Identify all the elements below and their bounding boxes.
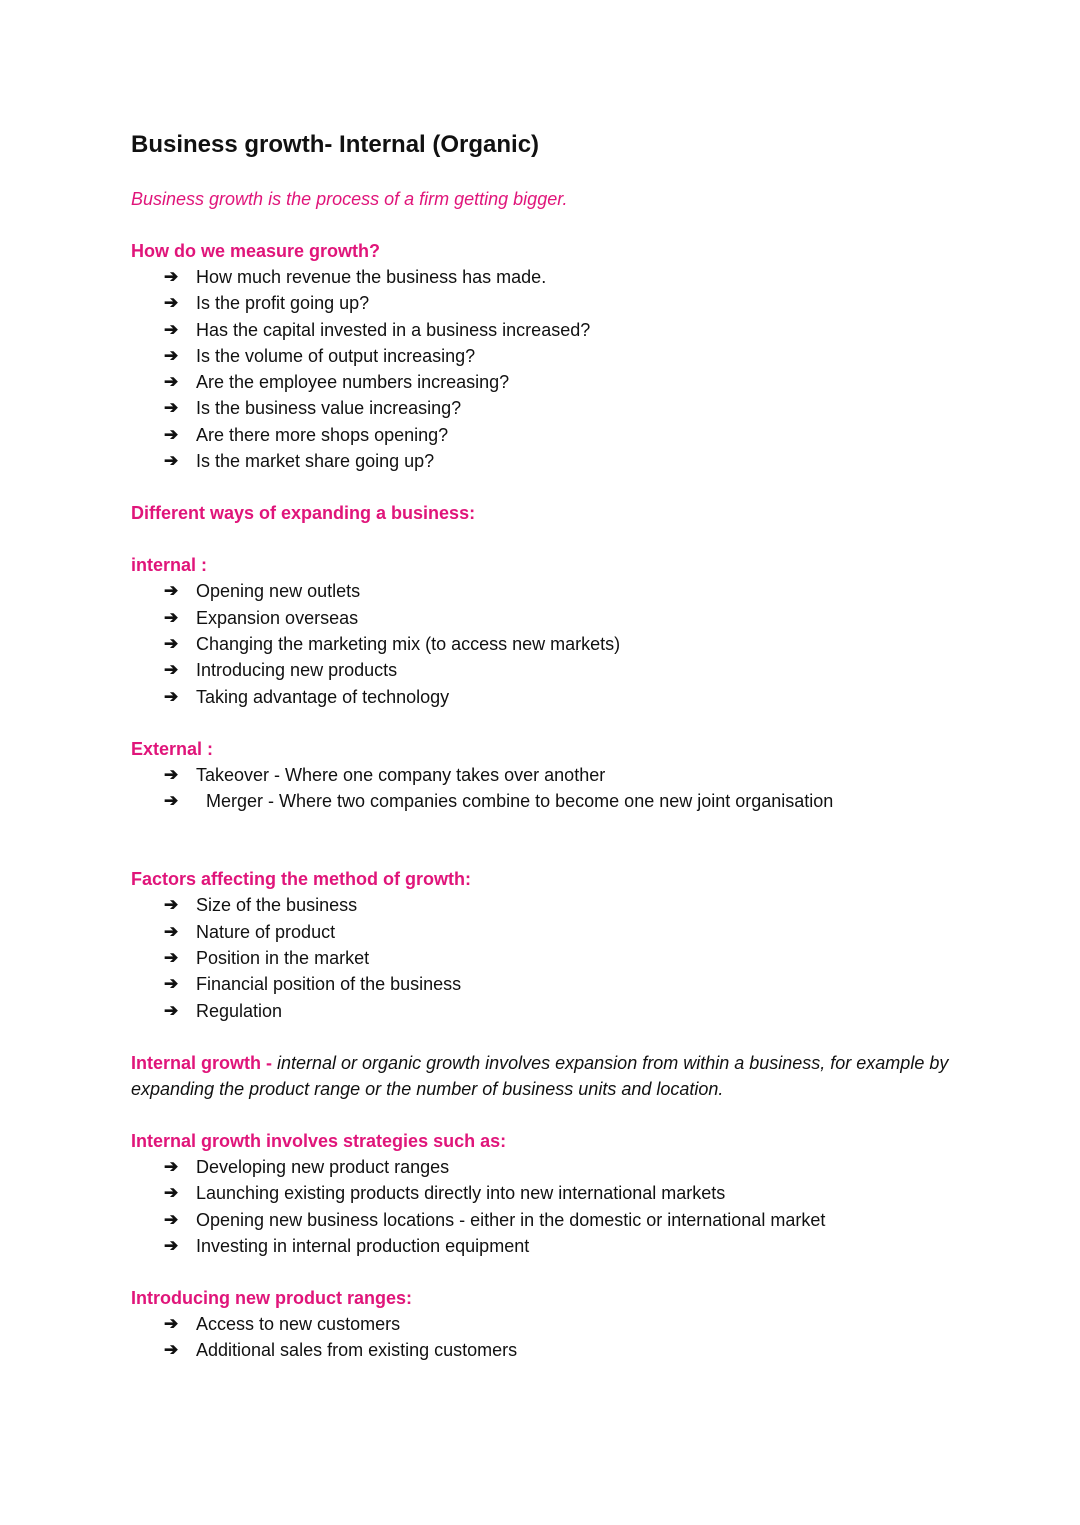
list-item-text: Investing in internal production equipment [196,1235,530,1256]
arrow-bullet-icon: ➔ [164,1183,179,1203]
list-item [131,290,951,316]
list-item-text: Changing the marketing mix (to access new markets) [196,633,621,654]
strategies-section [131,1128,951,1259]
list-item [131,422,951,448]
arrow-bullet-icon: ➔ [164,398,179,418]
list-item [131,945,951,971]
list-item [131,1180,951,1206]
list-item-text: Merger - Where two companies combine to become one new joint organisation [196,791,834,812]
arrow-bullet-icon: ➔ [164,1340,179,1360]
list-item [131,448,951,474]
list-item-text: Additional sales from existing customers [196,1340,518,1361]
internal-section [131,552,951,709]
external-heading: External : [131,738,214,759]
ways-heading: Different ways of expanding a business: [131,503,476,524]
list-item-text: Is the profit going up? [196,293,370,314]
internal-heading: internal : [131,555,208,576]
list-item-text: Size of the business [196,895,358,916]
list-item-text: Expansion overseas [196,607,359,628]
definition-paragraph [131,1050,951,1102]
list-item-text: Is the market share going up? [196,451,435,472]
list-item-text: How much revenue the business has made. [196,267,547,287]
arrow-bullet-icon: ➔ [164,267,179,286]
list-item-text: Introducing new products [196,660,398,681]
product-ranges-heading: Introducing new product ranges: [131,1288,413,1309]
document-page [131,128,951,1364]
arrow-bullet-icon: ➔ [164,764,179,784]
list-item [131,919,951,945]
list-item-text: Financial position of the business [196,974,462,995]
arrow-bullet-icon: ➔ [164,1000,179,1020]
factors-heading: Factors affecting the method of growth: [131,869,471,890]
list-item [131,762,951,788]
list-item [131,395,951,421]
list-item [131,657,951,683]
arrow-bullet-icon: ➔ [164,1314,179,1334]
arrow-bullet-icon: ➔ [164,686,179,706]
external-list [131,762,951,815]
product-ranges-section [131,1285,951,1364]
list-item [131,1311,951,1337]
list-item [131,369,951,395]
list-item-text: Are there more shops opening? [196,424,449,445]
list-item-text: Has the capital invested in a business increased? [196,319,591,340]
list-item [131,1207,951,1233]
arrow-bullet-icon: ➔ [164,974,179,994]
strategies-list [131,1154,951,1259]
factors-section [131,866,951,1023]
list-item-text: Position in the market [196,948,370,969]
product-ranges-list [131,1311,951,1364]
arrow-bullet-icon: ➔ [164,424,179,444]
arrow-bullet-icon: ➔ [164,293,179,313]
measure-heading: How do we measure growth? [131,241,381,261]
list-item [131,998,951,1024]
arrow-bullet-icon: ➔ [164,345,179,365]
list-item [131,684,951,710]
list-item [131,605,951,631]
list-item-text: Is the business value increasing? [196,398,462,419]
list-item [131,1337,951,1363]
list-item-text: Opening new outlets [196,581,361,602]
list-item [131,1233,951,1259]
definition-text: internal or organic growth involves expansion from within a business, for example by expanding the product range or the number of business units and location. [131,1052,949,1099]
ways-section [131,500,951,526]
list-item [131,1154,951,1180]
list-item [131,264,951,290]
external-section [131,736,951,815]
list-item [131,788,951,814]
list-item [131,892,951,918]
list-item-text: Taking advantage of technology [196,686,450,707]
list-item-text: Regulation [196,1000,283,1021]
list-item-text: Are the employee numbers increasing? [196,372,510,393]
list-item [131,971,951,997]
strategies-heading: Internal growth involves strategies such as: [131,1130,507,1151]
arrow-bullet-icon: ➔ [164,607,179,627]
arrow-bullet-icon: ➔ [164,372,179,392]
page-title: Business growth- Internal (Organic) [131,131,540,158]
arrow-bullet-icon: ➔ [164,1209,179,1229]
factors-list [131,892,951,1023]
intro-text: Business growth is the process of a firm getting bigger. [131,189,568,209]
arrow-bullet-icon: ➔ [164,895,179,915]
list-item-text: Launching existing products directly into new international markets [196,1183,726,1204]
arrow-bullet-icon: ➔ [164,948,179,968]
arrow-bullet-icon: ➔ [164,791,179,811]
measure-list [131,264,951,474]
list-item [131,343,951,369]
list-item-text: Is the volume of output increasing? [196,345,476,366]
list-item-text: Access to new customers [196,1314,401,1335]
list-item-text: Developing new product ranges [196,1156,450,1177]
list-item [131,631,951,657]
arrow-bullet-icon: ➔ [164,633,179,653]
measure-section [131,238,951,474]
list-item [131,578,951,604]
list-item-text: Opening new business locations - either in the domestic or international market [196,1209,826,1230]
list-item-text: Nature of product [196,921,336,942]
arrow-bullet-icon: ➔ [164,1156,179,1176]
list-item [131,317,951,343]
list-item-text: Takeover - Where one company takes over another [196,764,606,785]
internal-list [131,578,951,709]
definition-section [131,1050,951,1102]
arrow-bullet-icon: ➔ [164,319,179,339]
arrow-bullet-icon: ➔ [164,451,179,471]
definition-label: Internal growth - [131,1052,277,1073]
arrow-bullet-icon: ➔ [164,660,179,680]
arrow-bullet-icon: ➔ [164,581,179,601]
arrow-bullet-icon: ➔ [164,921,179,941]
arrow-bullet-icon: ➔ [164,1235,179,1255]
